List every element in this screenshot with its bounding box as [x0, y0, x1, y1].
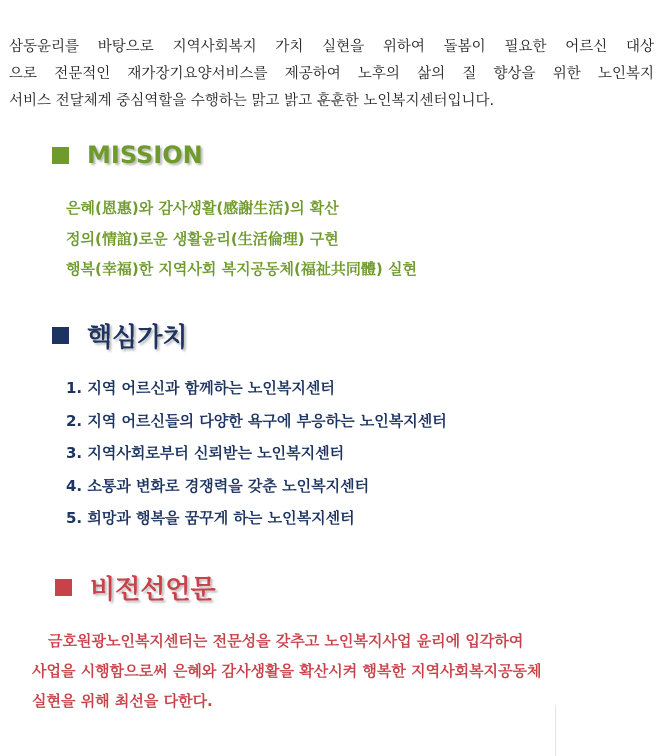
vision-heading: [55, 569, 216, 606]
square-bullet-icon: [52, 147, 69, 164]
core-values-heading: [52, 317, 187, 354]
vision-line: 금호원광노인복지센터는 전문성을 갖추고 노인복지사업 윤리에 입각하여: [48, 632, 524, 650]
vision-statement: [32, 626, 632, 716]
core-values-list: [66, 373, 447, 536]
divider: [555, 705, 556, 756]
vision-title: 비전선언문: [90, 575, 216, 605]
mission-item: 행복(幸福)한 지역사회 복지공동체(福祉共同體) 실현: [66, 260, 417, 278]
core-value-item: 1. 지역 어르신과 함께하는 노인복지센터: [66, 379, 335, 397]
core-value-item: 3. 지역사회로부터 신뢰받는 노인복지센터: [66, 444, 345, 462]
square-bullet-icon: [55, 579, 72, 596]
core-value-item: 2. 지역 어르신들의 다양한 욕구에 부응하는 노인복지센터: [66, 411, 447, 430]
intro-line: 삼동윤리를 바탕으로 지역사회복지 가치 실현을 위하여 돌봄이 필요한 어르신 대상: [9, 39, 654, 55]
mission-item: 은혜(恩惠)와 감사생활(感謝生活)의 확산: [66, 199, 339, 217]
mission-heading: [52, 141, 203, 169]
intro-paragraph: [9, 34, 654, 115]
intro-line: 으로 전문적인 재가장기요양서비스를 제공하여 노후의 삶의 질 향상을 위한 노인복지: [9, 66, 654, 82]
core-values-title: 핵심가치: [87, 323, 188, 353]
core-value-item: 5. 희망과 행복을 꿈꾸게 하는 노인복지센터: [66, 509, 355, 527]
mission-list: [66, 193, 417, 285]
square-bullet-icon: [52, 327, 69, 344]
core-value-item: 4. 소통과 변화로 경쟁력을 갖춘 노인복지센터: [66, 476, 370, 495]
mission-item: 정의(情誼)로운 생활윤리(生活倫理) 구현: [66, 229, 339, 248]
vision-line: 실현을 위해 최선을 다한다.: [32, 692, 213, 710]
intro-line: 서비스 전달체계 중심역할을 수행하는 맑고 밝고 훈훈한 노인복지센터입니다.: [9, 93, 495, 109]
vision-line: 사업을 시행함으로써 은혜와 감사생활을 확산시켜 행복한 지역사회복지공동체: [32, 662, 542, 680]
mission-title: MISSION: [87, 141, 203, 169]
